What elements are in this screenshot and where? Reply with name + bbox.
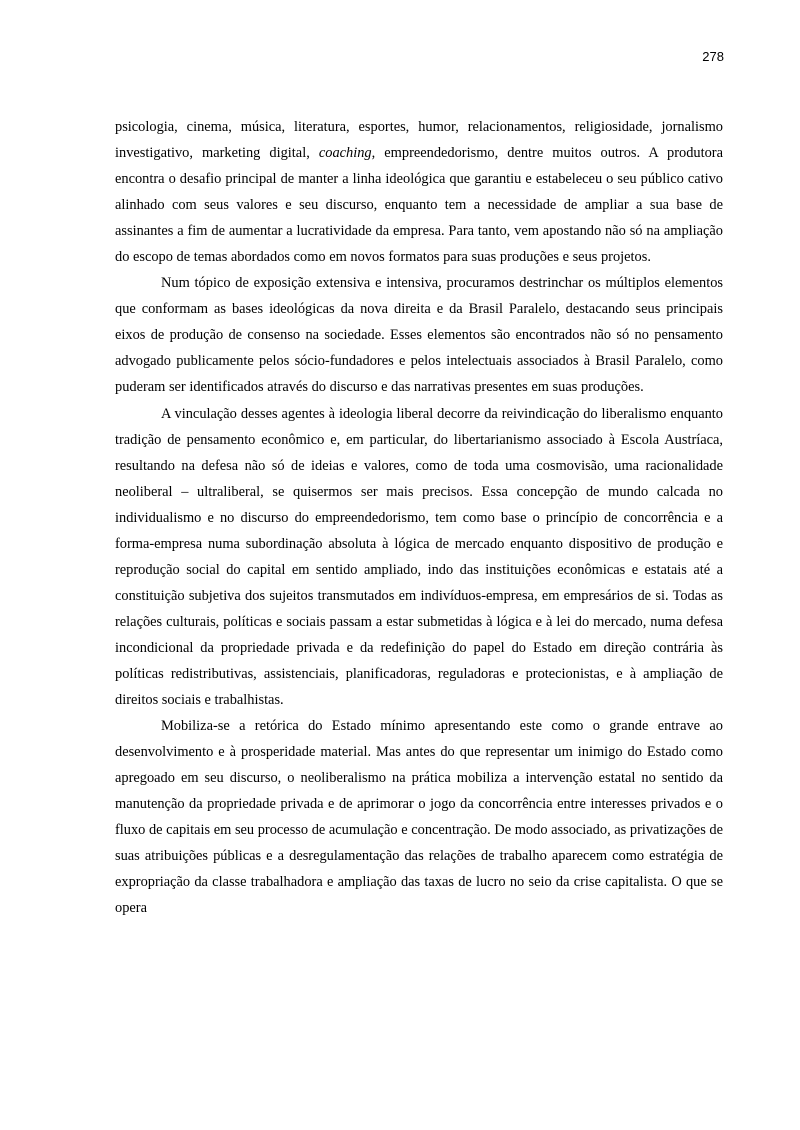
paragraph-3: A vinculação desses agentes à ideologia liberal decorre da reivindicação do liberalismo enquanto tradição de pensamento econômico e, em particular, do libertarianismo associado à Escola Austríaca, resultando na defesa não só de ideias e valores, como de toda uma cosmovisão, uma racionalidade neoliberal – ultraliberal, se quisermos ser mais precisos. Essa concepção de mundo calcada no individualismo e no discurso do empreendedorismo, tem como base o princípio de concorrência e a forma-empresa numa subordinação absoluta à lógica de mercado enquanto dispositivo de produção e reprodução social do capital em sentido ampliado, indo das instituições econômicas e estatais até a constituição subjetiva dos sujeitos transmutados em indivíduos-empresa, em empresários de si. Todas as relações culturais, políticas e sociais passam a estar submetidas à lógica e à lei do mercado, numa defesa incondicional da propriedade privada e da redefinição do papel do Estado em direção contrária às políticas redistributivas, assistenciais, planificadoras, reguladoras e protecionistas, e à ampliação de direitos sociais e trabalhistas. — [115, 405, 723, 709]
body-text — [115, 114, 723, 921]
italic-term-coaching: coaching — [318, 145, 372, 162]
paragraph-4: Mobiliza-se a retórica do Estado mínimo apresentando este como o grande entrave ao desenvolvimento e à prosperidade material. Mas antes do que representar um inimigo do Estado como apregoado em seu discurso, o neoliberalismo na prática mobiliza a intervenção estatal no sentido da manutenção da propriedade privada e de aprimorar o jogo da concorrência entre interesses privados e o fluxo de capitais em seu processo de acumulação e concentração. De modo associado, as privatizações de suas atribuições públicas e a desregulamentação das relações de trabalho aparecem como estratégia de expropriação da classe trabalhadora e ampliação das taxas de lucro no seio da crise capitalista. O que se opera — [115, 718, 723, 917]
paragraph-1-text-end: , empreendedorismo, dentre muitos outros. A produtora encontra o desafio principal de manter a linha ideológica que garantiu e estabeleceu o seu público cativo alinhado com seus valores e seu discurso, enquanto tem a necessidade de ampliar a sua base de assinantes a fim de aumentar a lucratividade da empresa. Para tanto, vem apostando não só na ampliação do escopo de temas abordados como em novos formatos para suas produções e seus projetos. — [115, 145, 723, 266]
page-number: 278 — [702, 49, 724, 64]
paragraph-2: Num tópico de exposição extensiva e intensiva, procuramos destrinchar os múltiplos elementos que conformam as bases ideológicas da nova direita e da Brasil Paralelo, destacando seus principais eixos de produção de consenso na sociedade. Esses elementos são encontrados não só no pensamento advogado publicamente pelos sócio-fundadores e pelos intelectuais associados à Brasil Paralelo, como puderam ser identificados através do discurso e das narrativas presentes em suas produções. — [115, 275, 723, 396]
paragraph-1 — [115, 114, 723, 270]
paragraph-1-text-start: psicologia, cinema, música, literatura, esportes, humor, relacionamentos, religiosidade, jornalismo investigativo, marketing digital, — [115, 119, 723, 162]
